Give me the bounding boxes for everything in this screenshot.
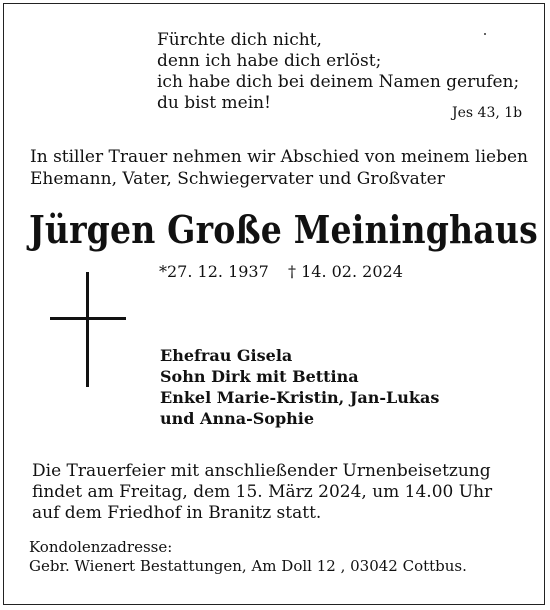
- birth-date: *27. 12. 1937: [159, 262, 269, 281]
- condolence-address-line: Gebr. Wienert Bestattungen, Am Doll 12 , 03042 Cottbus.: [29, 557, 467, 575]
- verse-reference: Jes 43, 1b: [452, 105, 523, 121]
- cross-horizontal-bar: [50, 317, 126, 320]
- deceased-name: Jürgen Große Meininghaus: [29, 207, 538, 252]
- cross-vertical-bar: [86, 272, 89, 387]
- intro-text: [30, 146, 528, 190]
- bible-verse: [157, 30, 519, 114]
- family-line: und Anna-Sophie: [160, 409, 315, 428]
- family-line: Sohn Dirk mit Bettina: [160, 367, 359, 386]
- print-speck: [484, 33, 486, 35]
- verse-line: ich habe dich bei deinem Namen gerufen;: [157, 72, 520, 92]
- family-line: Enkel Marie-Kristin, Jan-Lukas: [160, 388, 440, 407]
- service-line: auf dem Friedhof in Branitz statt.: [32, 503, 322, 523]
- condolence-label: Kondolenzadresse:: [29, 538, 173, 556]
- death-date: † 14. 02. 2024: [288, 262, 403, 281]
- verse-line: denn ich habe dich erlöst;: [157, 51, 382, 71]
- intro-line: In stiller Trauer nehmen wir Abschied von meinem lieben: [30, 147, 528, 167]
- family-members: [160, 345, 439, 429]
- family-line: Ehefrau Gisela: [160, 346, 293, 365]
- service-line: findet am Freitag, dem 15. März 2024, um 14.00 Uhr: [32, 482, 493, 502]
- intro-line: Ehemann, Vater, Schwiegervater und Großvater: [30, 169, 445, 189]
- service-line: Die Trauerfeier mit anschließender Urnenbeisetzung: [32, 461, 491, 481]
- verse-line: du bist mein!: [157, 93, 271, 113]
- condolence-address: [29, 538, 467, 576]
- verse-line: Fürchte dich nicht,: [157, 30, 322, 50]
- funeral-service-info: [32, 461, 492, 524]
